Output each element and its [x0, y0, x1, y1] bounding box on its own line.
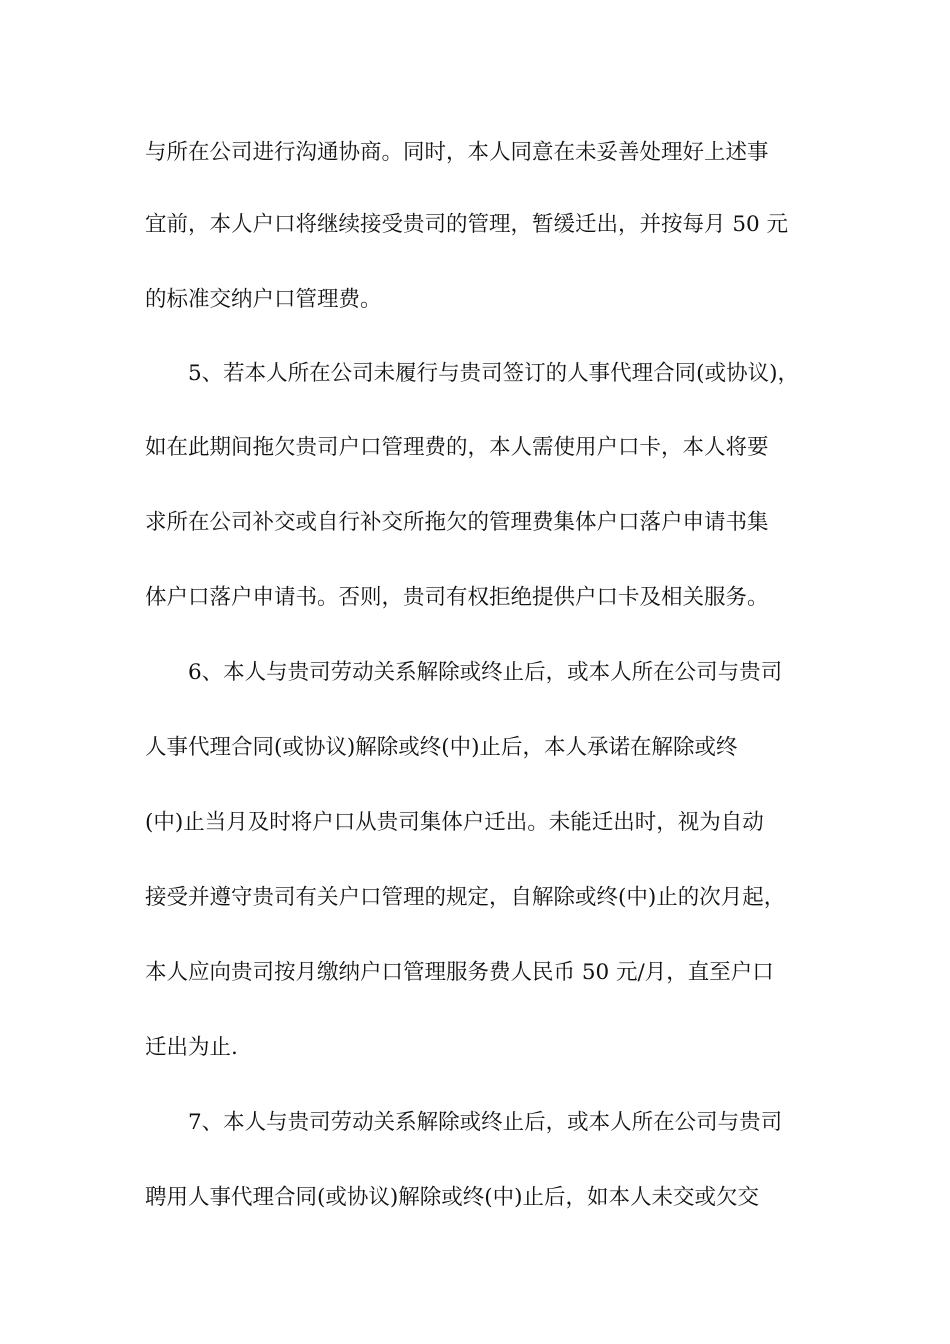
- paragraph-7-line-2: 聘用人事代理合同(或协议)解除或终(中)止后，如本人未交或欠交: [145, 1185, 760, 1210]
- text-line-2: 宜前，本人户口将继续接受贵司的管理，暂缓迁出，并按每月 50 元: [145, 212, 789, 237]
- paragraph-6-line-5: 本人应向贵司按月缴纳户口管理服务费人民币 50 元/月，直至户口: [145, 960, 774, 985]
- paragraph-5-line-4: 体户口落户申请书。否则，贵司有权拒绝提供户口卡及相关服务。: [145, 585, 769, 610]
- text-line-3: 的标准交纳户口管理费。: [145, 287, 382, 312]
- paragraph-6-line-3: (中)止当月及时将户口从贵司集体户迁出。未能迁出时，视为自动: [145, 810, 764, 835]
- text-line-1: 与所在公司进行沟通协商。同时，本人同意在未妥善处理好上述事: [145, 140, 769, 165]
- paragraph-6-line-1: 6、本人与贵司劳动关系解除或终止后，或本人所在公司与贵司: [188, 660, 783, 685]
- paragraph-7-line-1: 7、本人与贵司劳动关系解除或终止后，或本人所在公司与贵司: [188, 1110, 783, 1135]
- paragraph-6-line-4: 接受并遵守贵司有关户口管理的规定，自解除或终(中)止的次月起，: [145, 885, 786, 910]
- paragraph-5-line-1: 5、若本人所在公司未履行与贵司签订的人事代理合同(或协议)，: [188, 361, 799, 386]
- paragraph-6-line-6: 迁出为止.: [145, 1035, 238, 1060]
- paragraph-6-line-2: 人事代理合同(或协议)解除或终(中)止后，本人承诺在解除或终: [145, 735, 738, 760]
- paragraph-5-line-3: 求所在公司补交或自行补交所拖欠的管理费集体户口落户申请书集: [145, 510, 769, 535]
- paragraph-5-line-2: 如在此期间拖欠贵司户口管理费的，本人需使用户口卡，本人将要: [145, 435, 769, 460]
